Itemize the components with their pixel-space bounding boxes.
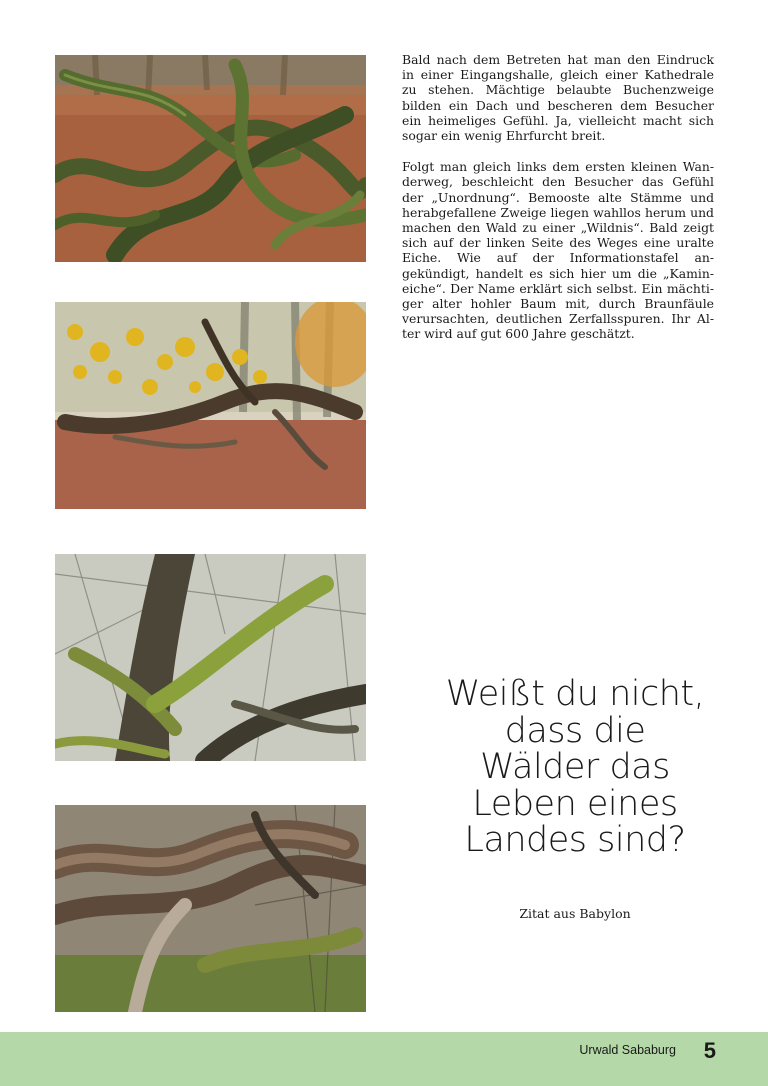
- quote-line: Weißt du nicht,: [445, 674, 705, 714]
- forest-photo-4: [55, 805, 366, 1012]
- pull-quote: [420, 676, 730, 859]
- forest-photo-1: [55, 55, 366, 262]
- page-footer: [0, 1032, 768, 1086]
- forest-photo-2: [55, 302, 366, 509]
- quote-line: Landes sind?: [464, 820, 686, 860]
- quote-source: Zitat aus Babylon: [519, 906, 631, 921]
- paragraph-2: Folgt man gleich links dem ersten kleinen Wanderweg, beschleicht den Besucher das Gefühl der „Unordnung“. Bemooste alte Stämme und herabgefallene Zweige liegen wahllos herum und machen den Wald zu einer „Wildnis“. Bald zeigt sich auf der linken Seite des Weges eine uralte Eiche. Wie auf der Informationstafel angekündigt, handelt es sich hier um die „Kamineiche“. Der Name erklärt sich selbst. Ein mächtiger alter hohler Baum mit, durch Braunfäule verursachten, deutlichen Zerfallsspuren. Ihr Alter wird auf gut 600 Jahre geschätzt.: [402, 159, 714, 342]
- photo-twisted-trunks: [55, 805, 366, 1012]
- quote-line: Leben eines: [472, 783, 678, 824]
- forest-photo-3: [55, 554, 366, 761]
- photo-fallen-tree-autumn: [55, 302, 366, 509]
- article-body: [402, 52, 714, 358]
- quote-line: dass die: [504, 710, 646, 751]
- photo-mossy-branches: [55, 55, 366, 262]
- paragraph-1: Bald nach dem Betreten hat man den Eindruck in einer Eingangshalle, gleich einer Kathedrale zu stehen. Mächtige belaubte Buchenzweige bilden ein Dach und bescheren dem Besucher ein heimeliges Gefühl. Ja, vielleicht macht sich sogar ein wenig Ehrfurcht breit.: [402, 52, 714, 144]
- page-number: 5: [703, 1038, 716, 1063]
- quote-line: Wälder das: [480, 747, 670, 787]
- photo-mossy-oak: [55, 554, 366, 761]
- footer-title: Urwald Sababurg: [579, 1043, 676, 1057]
